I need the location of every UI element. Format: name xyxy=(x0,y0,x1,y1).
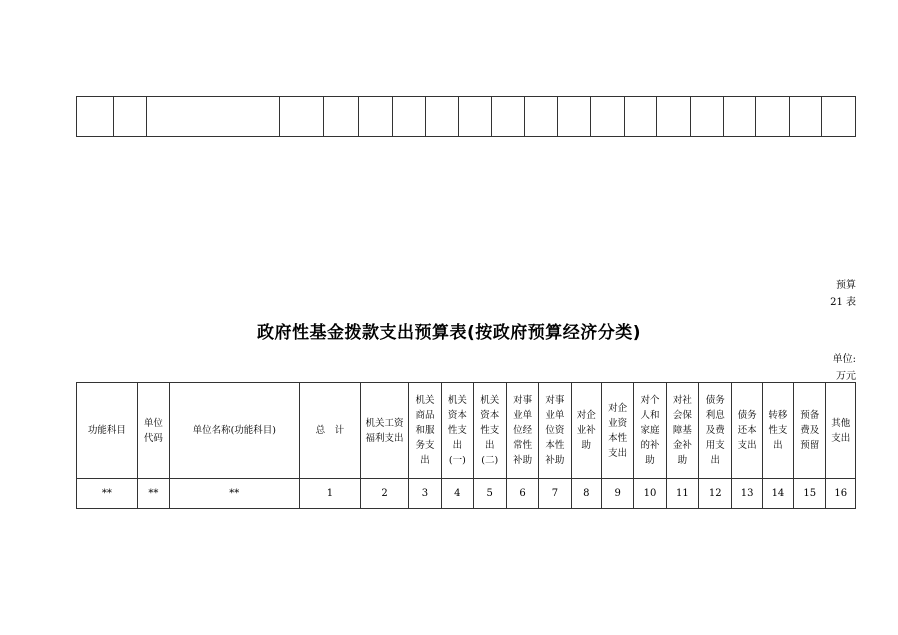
index-cell: 12 xyxy=(699,479,732,509)
header-line: 债务 xyxy=(737,410,757,421)
header-line: 用支 xyxy=(705,440,725,451)
header-line: 会保 xyxy=(672,410,692,421)
header-salary xyxy=(361,383,409,479)
header-line: (一) xyxy=(448,455,466,466)
header-line: 支出 xyxy=(608,447,628,459)
header-transfer xyxy=(762,383,793,479)
header-line: 出 xyxy=(710,455,720,466)
header-line: 补助 xyxy=(513,455,533,466)
header-line: 费及 xyxy=(800,425,820,436)
header-line: 的补 xyxy=(640,440,660,451)
header-line: 金补 xyxy=(672,440,692,451)
header-line: 福利支出 xyxy=(365,432,404,444)
index-cell: 4 xyxy=(442,479,473,509)
empty-cell xyxy=(425,97,459,137)
empty-cell xyxy=(392,97,425,137)
header-line: 出 xyxy=(484,440,495,451)
header-reserve xyxy=(794,383,826,479)
header-line: 家庭 xyxy=(640,425,660,436)
header-line: 债务 xyxy=(705,395,725,406)
header-line: 业补 xyxy=(576,425,596,436)
header-line: 预备 xyxy=(800,410,820,421)
header-line: 出 xyxy=(773,440,783,451)
header-line: 支出 xyxy=(831,432,851,444)
header-unit-code xyxy=(137,383,169,479)
header-function-subject: 功能科目 xyxy=(77,383,138,479)
header-line: 补助 xyxy=(545,455,565,466)
header-line: 资本 xyxy=(480,410,500,421)
empty-cell xyxy=(77,97,114,137)
index-cell: 9 xyxy=(601,479,633,509)
index-cell: 1 xyxy=(299,479,361,509)
unit-label: 单位: xyxy=(832,354,856,365)
previous-table-empty-row xyxy=(76,96,856,137)
header-line: 转移 xyxy=(768,410,788,421)
header-line: 位资 xyxy=(545,425,565,436)
index-cell: 6 xyxy=(506,479,538,509)
budget-table xyxy=(76,382,856,509)
header-line: 商品 xyxy=(415,410,435,421)
header-line: 利息 xyxy=(705,410,725,421)
header-line: 本性 xyxy=(608,432,628,444)
header-capital-1 xyxy=(442,383,473,479)
header-enterprise-capital xyxy=(601,383,633,479)
empty-cell xyxy=(557,97,591,137)
unit-value: 万元 xyxy=(836,371,856,382)
header-line: 对企 xyxy=(608,402,628,414)
header-individual-family xyxy=(634,383,666,479)
index-cell: 5 xyxy=(473,479,506,509)
header-institution-operating xyxy=(506,383,538,479)
empty-cell xyxy=(113,97,147,137)
empty-cell xyxy=(491,97,525,137)
header-line: 业资 xyxy=(608,417,628,429)
header-line: 对社 xyxy=(672,395,692,406)
header-enterprise-subsidy xyxy=(571,383,601,479)
header-line: 本性 xyxy=(545,440,565,451)
empty-cell xyxy=(657,97,691,137)
header-institution-capital xyxy=(539,383,571,479)
header-line: 出 xyxy=(452,440,463,451)
header-capital-2 xyxy=(473,383,506,479)
header-line: 还本 xyxy=(737,425,757,436)
header-line: 对企 xyxy=(576,410,596,421)
index-cell: 14 xyxy=(762,479,793,509)
header-line: 机关工资 xyxy=(365,417,404,429)
header-line: 位经 xyxy=(513,425,533,436)
empty-cell xyxy=(723,97,756,137)
header-line: 机关 xyxy=(415,395,435,406)
index-cell: ** xyxy=(77,479,138,509)
header-line: 代码 xyxy=(143,432,163,444)
header-line: 助 xyxy=(645,455,655,466)
header-debt-interest xyxy=(699,383,732,479)
empty-cell xyxy=(591,97,625,137)
header-line: 机关 xyxy=(447,395,467,406)
header-line: 支出 xyxy=(737,440,757,451)
empty-cell xyxy=(525,97,558,137)
header-total: 总 计 xyxy=(299,383,361,479)
index-cell: 13 xyxy=(732,479,762,509)
header-line: 单位 xyxy=(143,417,163,429)
index-cell: ** xyxy=(170,479,299,509)
empty-cell xyxy=(624,97,657,137)
empty-cell xyxy=(459,97,492,137)
header-line: 业单 xyxy=(513,410,533,421)
header-line: 和服 xyxy=(415,425,435,436)
empty-cell xyxy=(789,97,822,137)
form-number-line2: 21 表 xyxy=(830,297,856,308)
index-cell: 2 xyxy=(361,479,409,509)
index-cell: 3 xyxy=(408,479,441,509)
header-line: 出 xyxy=(420,455,430,466)
header-line: 务支 xyxy=(415,440,435,451)
header-line: 资本 xyxy=(447,410,467,421)
column-index-row xyxy=(77,479,856,509)
empty-cell xyxy=(691,97,724,137)
header-goods-services xyxy=(408,383,441,479)
index-cell: 16 xyxy=(826,479,856,509)
table-header-row xyxy=(77,383,856,479)
header-line: 性支 xyxy=(447,425,467,436)
header-unit-name: 单位名称(功能科目) xyxy=(170,383,299,479)
index-cell: 10 xyxy=(634,479,666,509)
header-line: 预留 xyxy=(800,440,820,451)
index-cell: 11 xyxy=(666,479,698,509)
empty-cell xyxy=(359,97,393,137)
header-other xyxy=(826,383,856,479)
header-line: 对事 xyxy=(513,395,533,406)
form-number-line1: 预算 xyxy=(836,280,856,291)
header-line: 常性 xyxy=(513,440,533,451)
index-cell: 15 xyxy=(794,479,826,509)
header-line: 助 xyxy=(581,440,592,451)
header-line: (二) xyxy=(481,455,499,466)
header-line: 业单 xyxy=(545,410,565,421)
empty-cell xyxy=(279,97,323,137)
header-debt-repayment xyxy=(732,383,762,479)
header-line: 机关 xyxy=(480,395,500,406)
header-social-security xyxy=(666,383,698,479)
header-line: 其他 xyxy=(831,417,851,429)
header-line: 对个 xyxy=(640,395,660,406)
empty-cell xyxy=(323,97,359,137)
header-line: 及费 xyxy=(705,425,725,436)
header-line: 性支 xyxy=(480,425,500,436)
index-cell: 8 xyxy=(571,479,601,509)
empty-cell xyxy=(147,97,279,137)
header-line: 对事 xyxy=(545,395,565,406)
empty-cell xyxy=(822,97,856,137)
index-cell: 7 xyxy=(539,479,571,509)
document-title: 政府性基金拨款支出预算表(按政府预算经济分类) xyxy=(256,323,642,343)
header-line: 性支 xyxy=(768,425,788,436)
header-line: 障基 xyxy=(672,425,692,436)
empty-cell xyxy=(756,97,790,137)
header-line: 人和 xyxy=(640,410,660,421)
header-line: 助 xyxy=(677,455,688,466)
index-cell: ** xyxy=(137,479,169,509)
